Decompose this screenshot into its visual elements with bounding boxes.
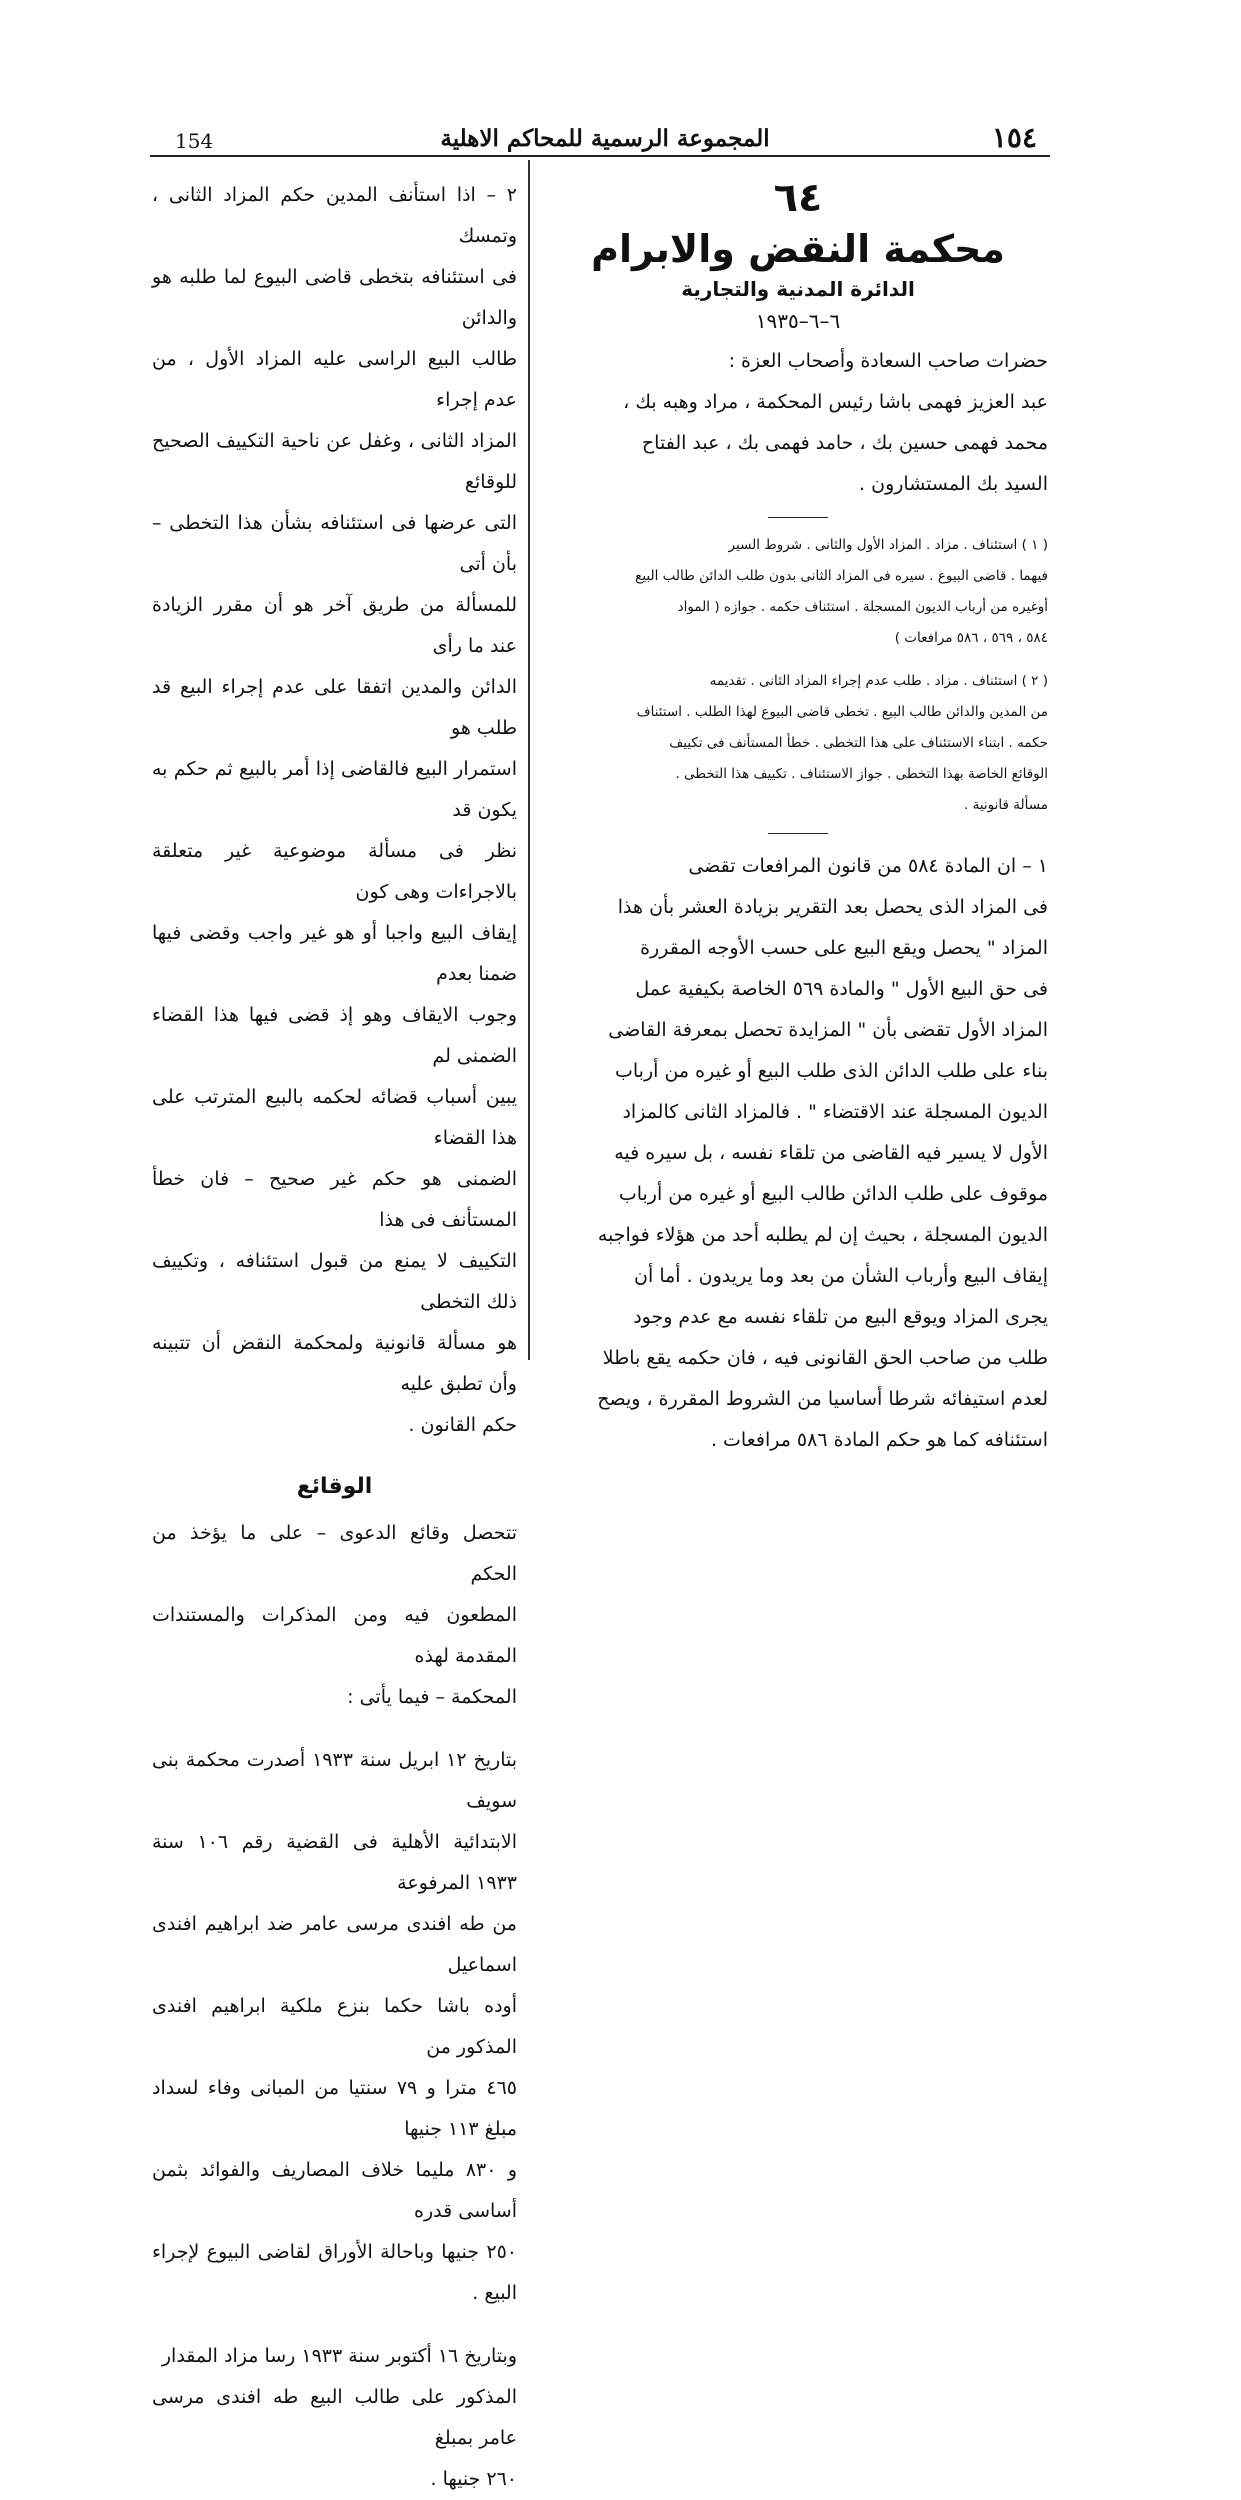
principle-line: التى عرضها فى استئنافه بشأن هذا التخطى – بأن أتى [152,512,517,575]
right-column [548,175,1048,1461]
column-divider [528,160,530,1360]
principle-line: التكييف لا يمنع من قبول استئنافه ، وتكييف ذلك التخطى [152,1250,517,1313]
headnote-line: من المدين والدائن طالب البيع . تخطى قاضى البيوع لهذا الطلب . استئناف [636,704,1048,720]
principle-line: هو مسألة قانونية ولمحكمة النقض أن تتبينه وأن تطبق عليه [152,1332,517,1395]
spacer [152,1718,517,1740]
case-number: ٦٤ [773,175,823,221]
principle-line: لعدم استيفائه شرطا أساسيا من الشروط المقررة ، ويصح [597,1388,1048,1410]
principle-line: استمرار البيع فالقاضى إذا أمر بالبيع ثم حكم به يكون قد [152,758,517,821]
court-name: محكمة النقض والابرام [591,227,1005,271]
facts-line: وبتاريخ ١٦ أكتوبر سنة ١٩٣٣ رسا مزاد المقدار [161,2345,517,2367]
bench-line: السيد بك المستشارون . [859,473,1048,495]
principle-line: إيقاف البيع وأرباب الشأن من بعد وما يريدون . أما أن [634,1265,1048,1287]
headnote-line: ( ١ ) استئناف . مزاد . المزاد الأول والثانى . شروط السير [728,537,1048,553]
principle-line: حكم القانون . [408,1414,517,1436]
principle-line: بناء على طلب الدائن الذى طلب البيع أو غيره من أرباب [615,1060,1048,1082]
headnote-line: فيهما . قاضى البيوع . سيره فى المزاد الثانى بدون طلب الدائن طالب البيع [635,568,1048,584]
principle-line: ٢ – اذا استأنف المدين حكم المزاد الثانى ، وتمسك [152,184,517,247]
headnote-line: الوقائع الخاصة بهذا التخطى . جواز الاستئناف . تكييف هذا التخطى . [675,766,1048,782]
principle-2 [152,175,517,1446]
principle-line: الأول لا يسير فيه القاضى من تلقاء نفسه ، بل سيره فيه [614,1142,1048,1164]
facts-line: المطعون فيه ومن المذكرات والمستندات المقدمة لهذه [152,1604,517,1667]
bench-line: حضرات صاحب السعادة وأصحاب العزة : [728,350,1048,372]
principle-line: الضمنى هو حكم غير صحيح – فان خطأ المستأنف فى هذا [152,1168,517,1231]
left-column [152,175,517,2500]
page-number-latin: 154 [175,129,214,153]
principle-line: المزاد " يحصل ويقع البيع على حسب الأوجه المقررة [640,937,1048,959]
principle-line: يجرى المزاد ويوقع البيع من تلقاء نفسه مع عدم وجود [633,1306,1048,1328]
principle-line: إيقاف البيع واجبا أو هو غير واجب وقضى فيها ضمنا بعدم [152,922,517,985]
headnote-line: مسألة قانونية . [964,797,1048,813]
principle-line: وجوب الايقاف وهو إذ قضى فيها هذا القضاء الضمنى لم [152,1004,517,1067]
page-number-arabic: ١٥٤ [991,121,1037,154]
headnote-line: ( ٢ ) استئناف . مزاد . طلب عدم إجراء المزاد الثانى . تقديمه [709,673,1048,689]
facts-paragraph-1 [152,1740,517,2314]
bench-line: محمد فهمى حسين بك ، حامد فهمى بك ، عبد الفتاح [641,432,1048,454]
facts-heading: الوقائع [296,1474,373,1499]
principle-line: فى استئنافه بتخطى قاضى البيوع لما طلبه هو والدائن [152,266,517,329]
principle-line: طلب من صاحب الحق القانونى فيه ، فان حكمه يقع باطلا [602,1347,1048,1369]
facts-line: أوده باشا حكما بنزع ملكية ابراهيم افندى المذكور من [152,1995,517,2058]
headnote-2 [548,666,1048,821]
facts-line: الابتدائية الأهلية فى القضية رقم ١٠٦ سنة ١٩٣٣ المرفوعة [152,1831,517,1894]
facts-line: تتحصل وقائع الدعوى – على ما يؤخذ من الحكم [152,1522,517,1585]
facts-line: ٤٦٥ مترا و ٧٩ سنتيا من المبانى وفاء لسداد مبلغ ١١٣ جنيها [152,2077,518,2140]
principle-line: الديون المسجلة ، بحيث إن لم يطلبه أحد من هؤلاء فواجبه [597,1224,1048,1246]
facts-line: بتاريخ ١٢ ابريل سنة ١٩٣٣ أصدرت محكمة بنى سويف [152,1749,518,1812]
principle-1 [548,846,1048,1461]
facts-line: المذكور على طالب البيع طه افندى مرسى عامر بمبلغ [152,2386,517,2449]
headnote-1 [548,530,1048,654]
headnote-line: ٥٨٤ ، ٥٦٩ ، ٥٨٦ مرافعات ) [894,630,1048,646]
facts-line: و ٨٣٠ مليما خلاف المصاريف والفوائد بثمن أساسى قدره [152,2159,517,2222]
running-header [165,121,1045,165]
principle-line: للمسألة من طريق آخر هو أن مقرر الزيادة عند ما رأى [152,594,517,657]
spacer [548,654,1048,666]
headnote-line: حكمه . ابتناء الاستئناف على هذا التخطى . خطأ المستأنف فى تكييف [669,735,1048,751]
running-title: المجموعة الرسمية للمحاكم الاهلية [440,125,770,152]
principle-line: ١ – ان المادة ٥٨٤ من قانون المرافعات تقضى [688,855,1048,877]
facts-paragraph-2 [152,2336,517,2500]
judgment-date: ٦–٦–١٩٣٥ [755,309,841,333]
headnote-line: أوغيره من أرباب الديون المسجلة . استئناف حكمه . جوازه ( المواد [677,599,1048,615]
principle-line: استئنافه كما هو حكم المادة ٥٨٦ مرافعات . [710,1429,1048,1451]
principle-line: الديون المسجلة عند الاقتضاء " . فالمزاد الثانى كالمزاد [622,1101,1048,1123]
separator-rule [768,833,828,834]
principle-line: فى حق البيع الأول " والمادة ٥٦٩ الخاصة بكيفية عمل [635,978,1048,1000]
header-rule [150,155,1050,157]
facts-line: المحكمة – فيما يأتى : [347,1686,517,1708]
bench-list [548,341,1048,505]
principle-line: فى المزاد الذى يحصل بعد التقرير بزيادة العشر بأن هذا [617,896,1048,918]
spacer [152,2314,517,2336]
facts-line: ٢٦٠ جنيها . [430,2468,517,2490]
principle-line: موقوف على طلب الدائن طالب البيع أو غيره من أرباب [618,1183,1048,1205]
principle-line: المزاد الثانى ، وغفل عن ناحية التكييف الصحيح للوقائع [152,430,517,493]
bench-line: عبد العزيز فهمى باشا رئيس المحكمة ، مراد وهبه بك ، [623,391,1048,413]
separator-rule [768,517,828,518]
principle-line: طالب البيع الراسى عليه المزاد الأول ، من عدم إجراء [152,348,517,411]
facts-line: ٢٥٠ جنيها وباحالة الأوراق لقاضى البيوع لإجراء البيع . [152,2241,517,2304]
principle-line: الدائن والمدين اتفقا على عدم إجراء البيع قد طلب هو [152,676,517,739]
principle-line: المزاد الأول تقضى بأن " المزايدة تحصل بمعرفة القاضى [608,1019,1048,1041]
facts-intro [152,1513,517,1718]
principle-line: يبين أسباب قضائه لحكمه بالبيع المترتب على هذا القضاء [152,1086,517,1149]
circuit-name: الدائرة المدنية والتجارية [681,277,915,301]
principle-line: نظر فى مسألة موضوعية غير متعلقة بالاجراءات وهى كون [152,840,517,903]
facts-line: من طه افندى مرسى عامر ضد ابراهيم افندى اسماعيل [152,1913,517,1976]
